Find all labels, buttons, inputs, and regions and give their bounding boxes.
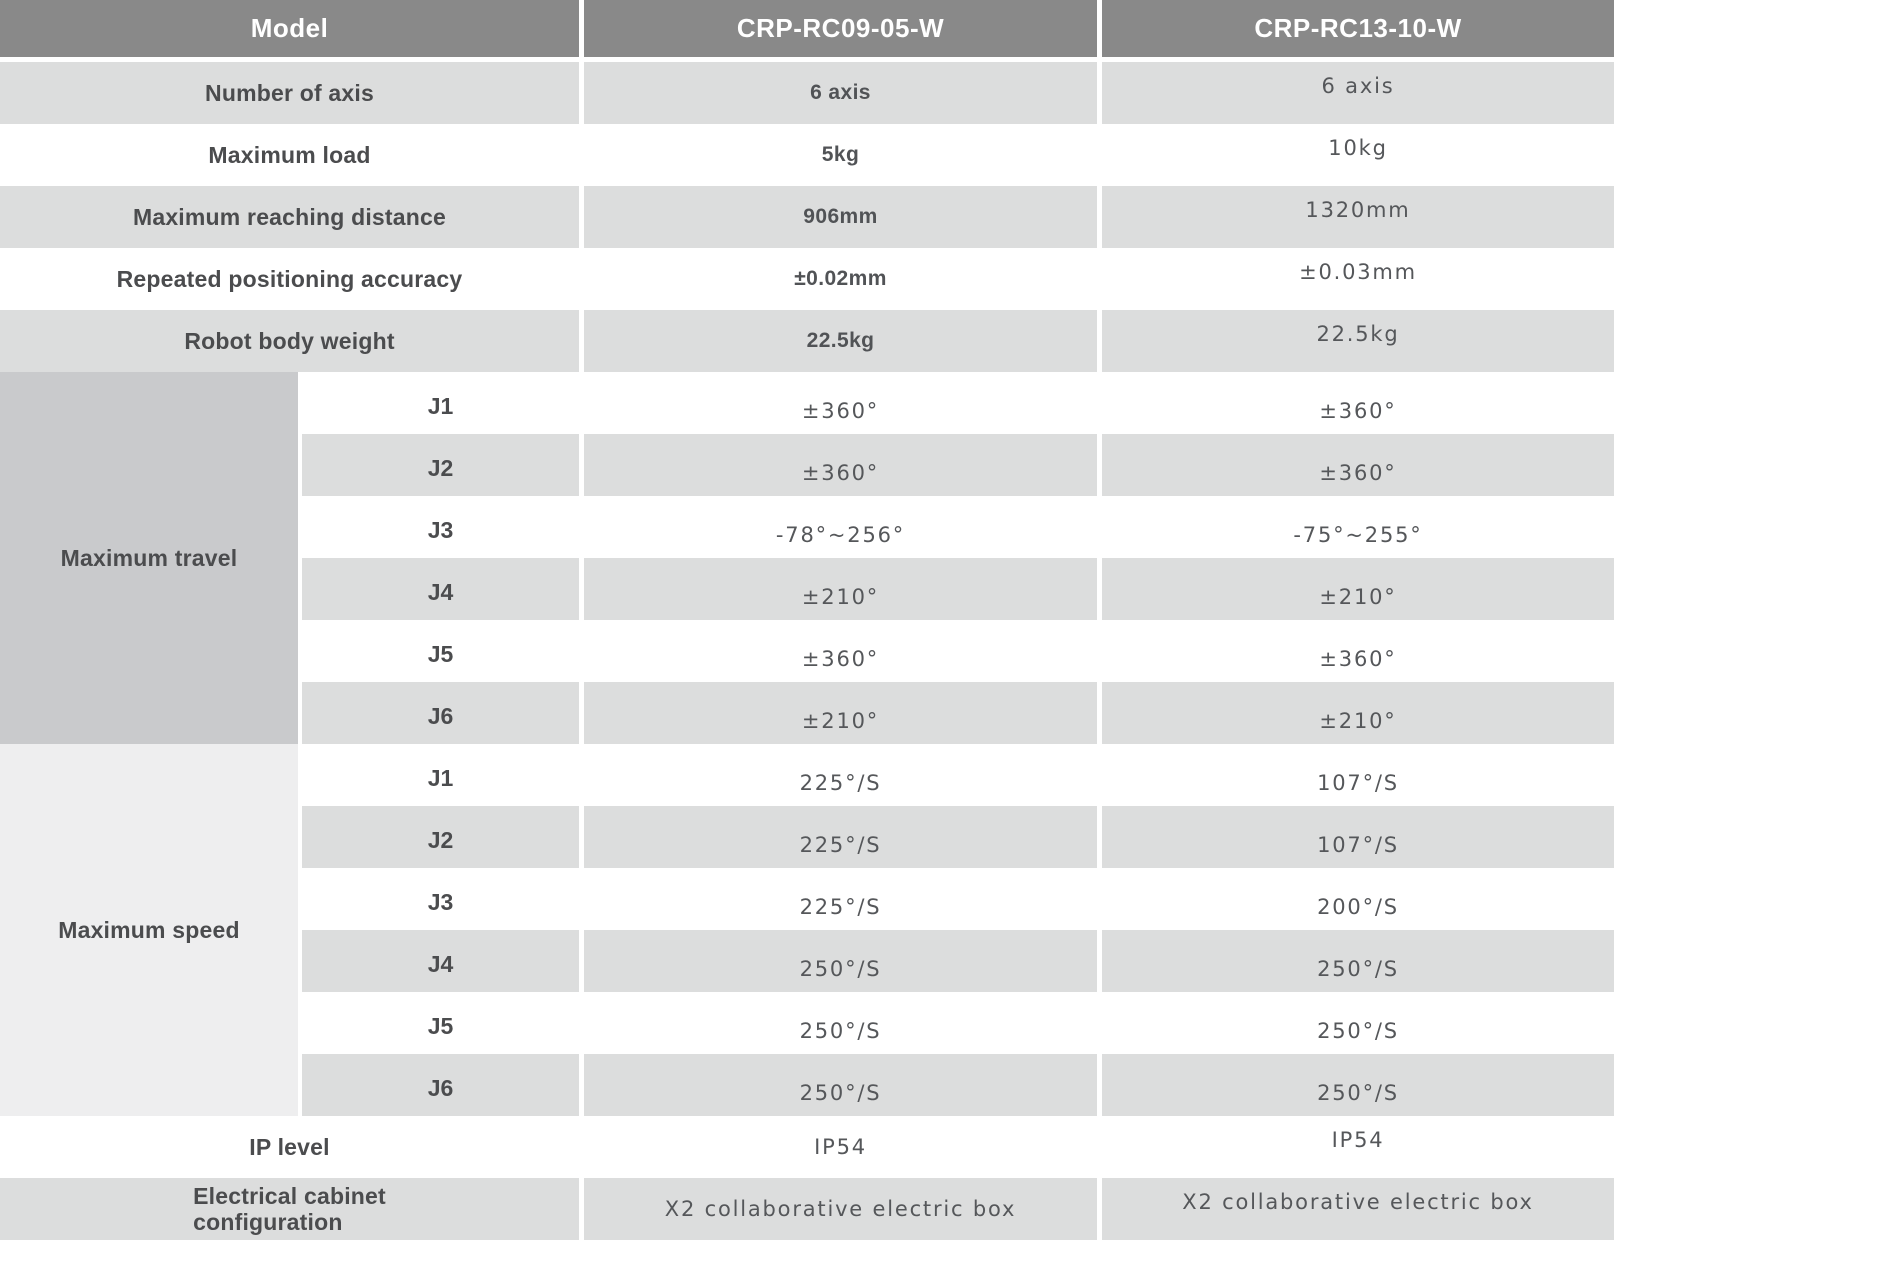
value-cell [584, 806, 1097, 868]
joint-label-cell [302, 806, 579, 868]
value-text: 250°/S [799, 957, 882, 981]
row-repeated-positioning-accuracy [0, 248, 1614, 310]
value-cell [584, 62, 1097, 124]
value-cell [584, 1054, 1097, 1116]
value-cell [1102, 434, 1614, 496]
value-cell [1102, 930, 1614, 992]
value-cell [1102, 124, 1614, 186]
value-cell [584, 930, 1097, 992]
value-text: ±210° [1319, 585, 1397, 609]
row-label-cell [0, 1116, 579, 1178]
value-text: X2 collaborative electric box [664, 1197, 1017, 1221]
row-label: Maximum load [208, 141, 371, 168]
group-maximum-speed [0, 744, 1614, 1116]
value-text: 1320mm [1305, 198, 1411, 222]
row-label [193, 1183, 386, 1235]
row-label-cell [0, 1178, 579, 1240]
value-text: 225°/S [799, 771, 882, 795]
row-label-line1: Electrical cabinet [193, 1183, 386, 1209]
value-text: ±210° [801, 709, 880, 733]
value-cell [584, 868, 1097, 930]
value-text: -75°~255° [1293, 523, 1423, 547]
value-text: ±210° [801, 585, 880, 609]
value-text: 22.5kg [1316, 322, 1400, 346]
joint-label: J4 [427, 578, 454, 605]
row-label: Maximum reaching distance [132, 203, 447, 230]
header-model-1-cell [584, 0, 1097, 57]
value-cell [584, 496, 1097, 558]
joint-row [302, 806, 1614, 868]
value-cell [584, 310, 1097, 372]
group-label-cell [0, 744, 298, 1116]
value-text: -78°~256° [775, 523, 906, 547]
value-text: 107°/S [1317, 771, 1399, 795]
value-text: 250°/S [799, 1019, 882, 1043]
row-ip-level [0, 1116, 1614, 1178]
joint-label: J3 [427, 888, 454, 915]
joint-label: J4 [427, 950, 454, 977]
value-cell [1102, 1054, 1614, 1116]
value-text: ±360° [801, 399, 880, 423]
joint-label-cell [302, 868, 579, 930]
value-cell [1102, 620, 1614, 682]
row-label: Repeated positioning accuracy [116, 265, 463, 292]
joint-label: J5 [427, 1012, 454, 1039]
joint-label-cell [302, 372, 579, 434]
value-cell [1102, 868, 1614, 930]
group-maximum-travel [0, 372, 1614, 744]
value-cell [584, 744, 1097, 806]
value-text: 906mm [803, 205, 878, 228]
joint-row [302, 930, 1614, 992]
value-cell [1102, 744, 1614, 806]
joint-label: J2 [427, 454, 454, 481]
row-maximum-reaching-distance [0, 186, 1614, 248]
joint-label-cell [302, 496, 579, 558]
joint-label: J1 [427, 392, 454, 419]
header-model-2-cell [1102, 0, 1614, 57]
value-text: ±360° [801, 461, 880, 485]
value-cell [584, 186, 1097, 248]
value-cell [584, 558, 1097, 620]
row-label: Robot body weight [184, 327, 395, 354]
row-label-cell [0, 186, 579, 248]
value-cell [1102, 186, 1614, 248]
value-cell [1102, 372, 1614, 434]
joint-row [302, 744, 1614, 806]
row-number-of-axis [0, 62, 1614, 124]
value-text: 250°/S [799, 1081, 882, 1105]
joint-label: J6 [427, 1074, 454, 1101]
value-text: 10kg [1328, 136, 1388, 160]
joint-label-cell [302, 682, 579, 744]
joint-label: J3 [427, 516, 454, 543]
value-cell [1102, 806, 1614, 868]
joint-row [302, 620, 1614, 682]
value-text: 250°/S [1317, 1081, 1399, 1105]
row-label-line2: configuration [193, 1209, 343, 1235]
joint-label: J2 [427, 826, 454, 853]
row-label: IP level [249, 1133, 330, 1160]
value-text: 250°/S [1317, 1019, 1399, 1043]
joint-row [302, 372, 1614, 434]
row-electrical-cabinet-configuration [0, 1178, 1614, 1240]
value-text: 225°/S [799, 833, 882, 857]
value-text: 6 axis [810, 81, 871, 104]
value-text: ±360° [801, 647, 880, 671]
header-model-cell [0, 0, 579, 57]
row-label: Number of axis [205, 79, 374, 106]
row-label-cell [0, 124, 579, 186]
value-text: 22.5kg [806, 329, 875, 352]
value-cell [1102, 682, 1614, 744]
model-header-label: Model [250, 13, 329, 43]
value-text: 225°/S [799, 895, 882, 919]
value-text: 5kg [821, 143, 860, 166]
value-text: IP54 [1331, 1128, 1385, 1152]
joint-label-cell [302, 434, 579, 496]
group-label: Maximum travel [60, 544, 238, 571]
group-label-cell [0, 372, 298, 744]
model-1-name: CRP-RC09-05-W [736, 13, 945, 43]
value-cell [584, 434, 1097, 496]
value-cell [584, 992, 1097, 1054]
value-text: 250°/S [1317, 957, 1399, 981]
value-cell [584, 682, 1097, 744]
joint-row [302, 1054, 1614, 1116]
joint-row [302, 434, 1614, 496]
value-cell [1102, 558, 1614, 620]
joint-row [302, 558, 1614, 620]
joint-label-cell [302, 992, 579, 1054]
value-cell [1102, 992, 1614, 1054]
joint-label-cell [302, 744, 579, 806]
joint-row [302, 992, 1614, 1054]
value-text: ±360° [1319, 399, 1397, 423]
value-text: 107°/S [1317, 833, 1399, 857]
value-cell [584, 248, 1097, 310]
value-cell [1102, 310, 1614, 372]
value-text: ±0.02mm [794, 267, 887, 290]
value-cell [584, 1116, 1097, 1178]
value-cell [1102, 1116, 1614, 1178]
joint-label-cell [302, 620, 579, 682]
row-maximum-load [0, 124, 1614, 186]
value-cell [584, 620, 1097, 682]
value-text: 6 axis [1321, 74, 1395, 98]
value-text: ±210° [1319, 709, 1397, 733]
joint-label-cell [302, 558, 579, 620]
value-text: ±360° [1319, 461, 1397, 485]
joint-row [302, 868, 1614, 930]
row-label-cell [0, 62, 579, 124]
value-cell [584, 1178, 1097, 1240]
value-cell [1102, 62, 1614, 124]
value-cell [1102, 1178, 1614, 1240]
value-cell [584, 124, 1097, 186]
value-text: ±360° [1319, 647, 1397, 671]
joint-label: J6 [427, 702, 454, 729]
joint-label: J1 [427, 764, 454, 791]
value-text: ±0.03mm [1299, 260, 1417, 284]
value-text: 200°/S [1317, 895, 1399, 919]
joint-row [302, 496, 1614, 558]
joint-label: J5 [427, 640, 454, 667]
value-text: X2 collaborative electric box [1182, 1190, 1534, 1214]
joint-label-cell [302, 930, 579, 992]
value-cell [1102, 248, 1614, 310]
value-text: IP54 [814, 1135, 867, 1159]
header-row [0, 0, 1614, 57]
row-label-cell [0, 248, 579, 310]
group-label: Maximum speed [58, 916, 240, 943]
joint-label-cell [302, 1054, 579, 1116]
value-cell [1102, 496, 1614, 558]
joint-row [302, 682, 1614, 744]
row-robot-body-weight [0, 310, 1614, 372]
row-label-cell [0, 310, 579, 372]
model-2-name: CRP-RC13-10-W [1254, 13, 1462, 43]
value-cell [584, 372, 1097, 434]
